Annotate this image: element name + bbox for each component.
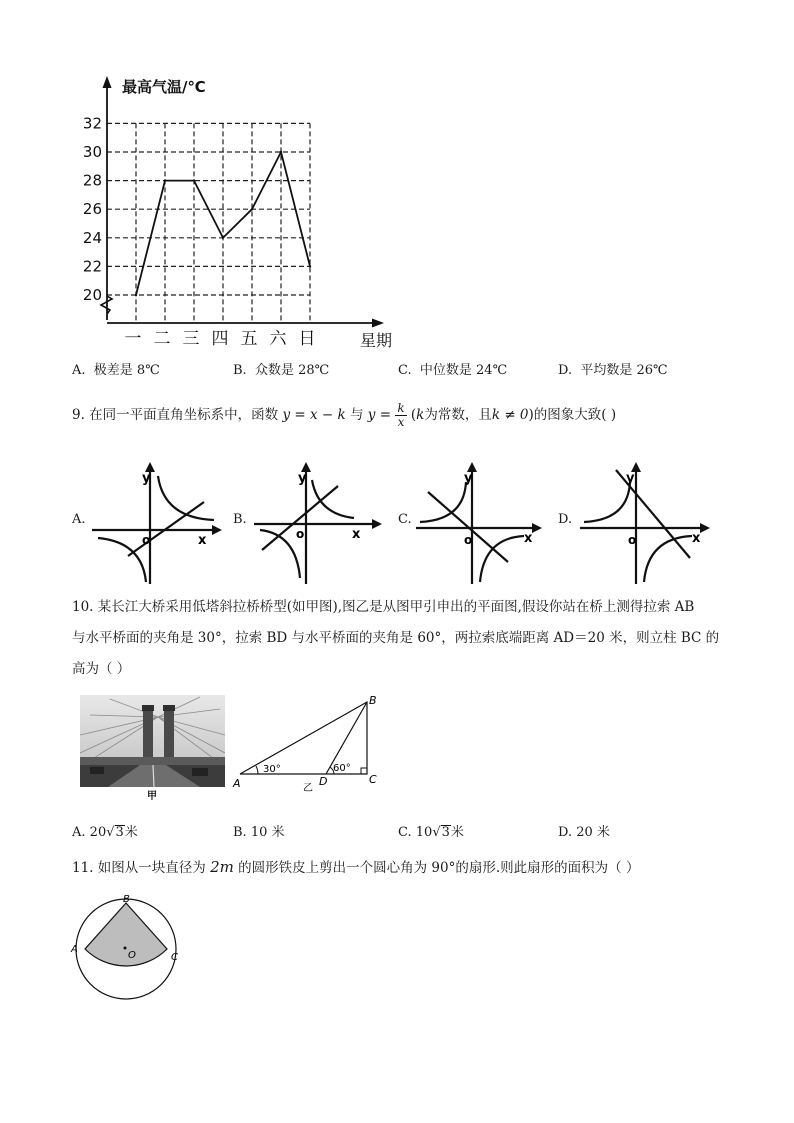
data-point (309, 265, 311, 267)
q11-stem-b: 的圆形铁皮上剪出一个圆心角为 90°的扇形.则此扇形的面积为（ ） (238, 860, 640, 876)
q10-option-b (233, 821, 285, 840)
q10-option-a: A. 20√3米 (72, 825, 138, 840)
data-point (164, 179, 166, 181)
q8-option-d-text: 平均数是 26℃ (580, 363, 668, 378)
x-label: x (198, 533, 207, 548)
q10-option-c-letter: C. (398, 825, 412, 840)
q10-option-a-pre: 20 (89, 825, 107, 840)
q10-option-c-post: 米 (450, 825, 464, 840)
q10-line2: 与水平桥面的夹角是 30°，拉索 BD 与水平桥面的夹角是 60°，两拉索底端距离 AD＝20 米，则立柱 BC 的 (72, 630, 720, 646)
x-tick-label: 二 (153, 329, 171, 349)
x-tick-label: 五 (240, 329, 258, 349)
x-axis-arrow (532, 523, 542, 533)
angle-d-label: 60° (333, 763, 351, 774)
q9-graph-b-letter: B. (233, 512, 247, 527)
q10-option-c: C. 10√3米 (398, 825, 464, 840)
q8-option-b-text: 众数是 28℃ (254, 363, 330, 378)
y-tick-label: 20 (82, 286, 102, 304)
q10-option-c-radicand: 3 (441, 825, 450, 840)
origin-label: o (296, 527, 305, 541)
q9-frac-den: x (397, 415, 405, 429)
x-label: x (352, 527, 361, 542)
angle-a-label: 30° (263, 764, 281, 775)
diagram-caption: 乙 (303, 783, 313, 794)
label-b: B (369, 694, 377, 707)
center-point (124, 947, 127, 950)
hyperbola-branch-left (420, 482, 466, 522)
origin-label: o (142, 533, 151, 547)
q8-option-c-letter: C. (398, 363, 412, 378)
bridge-photo (80, 695, 225, 801)
label-d: D (319, 775, 328, 788)
photo-caption: 甲 (147, 791, 157, 801)
q9-cond: k ≠ 0 (491, 407, 529, 423)
q8-option-a-text: 极差是 8℃ (93, 363, 160, 378)
y-tick-label: 32 (82, 114, 102, 133)
q9-graph-a (88, 458, 228, 586)
q8-option-b (233, 359, 329, 378)
q9-stem-b: 与 (349, 407, 364, 423)
q10-line3: 高为（ ） (72, 661, 131, 677)
label-a: A (233, 777, 241, 790)
y-tick-label: 24 (82, 228, 102, 247)
y-tick-label: 30 (82, 143, 102, 161)
q10-option-b-pre: 10 米 (250, 825, 285, 840)
q10-option-a-post: 米 (124, 825, 138, 840)
right-angle-mark (361, 768, 367, 774)
q9-graph-b (250, 458, 390, 586)
hyperbola-branch-left (584, 482, 630, 522)
q9-graph-c (412, 458, 552, 586)
origin-label: o (464, 533, 473, 547)
y-label: y (626, 471, 635, 486)
data-point (222, 237, 224, 239)
q9-k1: k (416, 407, 425, 423)
q9-frac-num: k (397, 401, 405, 415)
y-label: y (298, 471, 307, 486)
q8-option-a (72, 359, 160, 378)
angle-arc-a (256, 766, 258, 774)
label-b: B (123, 894, 130, 905)
q8-option-b-letter: B. (233, 363, 247, 378)
y-tick-label: 22 (82, 257, 102, 276)
q11-stem (72, 857, 639, 878)
q9-stem-c: ( (410, 407, 417, 423)
q10-option-d-letter: D. (558, 825, 573, 840)
q9-graph-c-letter: C. (398, 512, 412, 527)
label-a: A (71, 944, 78, 955)
sector-shaded (85, 903, 167, 966)
hyperbola-branch-right (644, 536, 692, 582)
data-point (193, 179, 195, 181)
q9-stem (72, 402, 616, 429)
q10-option-c-pre: 10 (415, 825, 433, 840)
q9-fraction (395, 402, 406, 429)
origin-label: o (628, 533, 637, 547)
x-tick-label: 日 (298, 329, 316, 349)
q9-stem-a: 9. 在同一平面直角坐标系中，函数 (72, 407, 279, 423)
y-axis-arrow (103, 76, 112, 88)
label-o: O (128, 950, 136, 961)
x-axis-arrow (372, 319, 384, 328)
q11-stem-a: 11. 如图从一块直径为 (72, 860, 206, 876)
x-tick-label: 一 (124, 329, 142, 349)
q10-option-d-pre: 20 米 (576, 825, 610, 840)
hyperbola-branch-upper (158, 476, 214, 520)
x-axis-arrow (212, 525, 222, 535)
x-label: x (692, 531, 701, 546)
q9-eq1: y = x − k (282, 407, 346, 423)
q10-line1: 10. 某长江大桥采用低塔斜拉桥桥型(如甲图),图乙是从图甲引申出的平面图,假设你站在桥上测得拉索 AB (72, 599, 695, 615)
temperature-line-chart (70, 70, 410, 355)
q10-option-a-letter: A. (72, 825, 86, 840)
x-label: x (524, 531, 533, 546)
x-tick-label: 四 (211, 329, 229, 349)
x-tick-label: 三 (182, 329, 200, 349)
right-triangle-diagram (230, 690, 390, 802)
q8-option-d (558, 359, 668, 378)
q10-option-a-radicand: 3 (115, 825, 124, 840)
hyperbola-branch-upper (312, 480, 354, 518)
q9-stem-e: )的图象大致( ) (528, 407, 617, 423)
hyperbola-branch-lower (98, 538, 146, 582)
label-c: C (369, 773, 377, 786)
data-point (135, 294, 137, 296)
q8-option-c-text: 中位数是 24℃ (419, 363, 508, 378)
hyperbola-branch-lower (260, 530, 300, 578)
q11-diameter: 2m (210, 858, 234, 876)
y-tick-label: 26 (82, 200, 102, 219)
q8-option-d-letter: D. (558, 363, 573, 378)
x-axis-arrow (700, 523, 710, 533)
label-c: C (171, 952, 178, 963)
q10-option-b-letter: B. (233, 825, 247, 840)
data-point (251, 208, 253, 210)
q8-option-c (398, 359, 507, 378)
y-label: y (142, 471, 151, 486)
y-axis-title: 最高气温/℃ (122, 78, 206, 96)
x-tick-label: 六 (269, 329, 287, 349)
y-label: y (464, 471, 473, 486)
q9-eq2-lhs: y = (367, 407, 392, 423)
q9-graph-a-letter: A. (72, 512, 86, 527)
data-point (280, 151, 282, 153)
q9-stem-d: 为常数，且 (424, 407, 492, 423)
q8-option-a-letter: A. (72, 363, 86, 378)
q9-graph-d (576, 458, 716, 586)
y-tick-label: 28 (82, 171, 102, 190)
x-axis-arrow (372, 519, 382, 529)
q9-graph-d-letter: D. (558, 512, 573, 527)
x-axis-title: 星期 (360, 331, 393, 350)
sector-in-circle-diagram (68, 890, 188, 1002)
q10-option-d (558, 821, 610, 840)
